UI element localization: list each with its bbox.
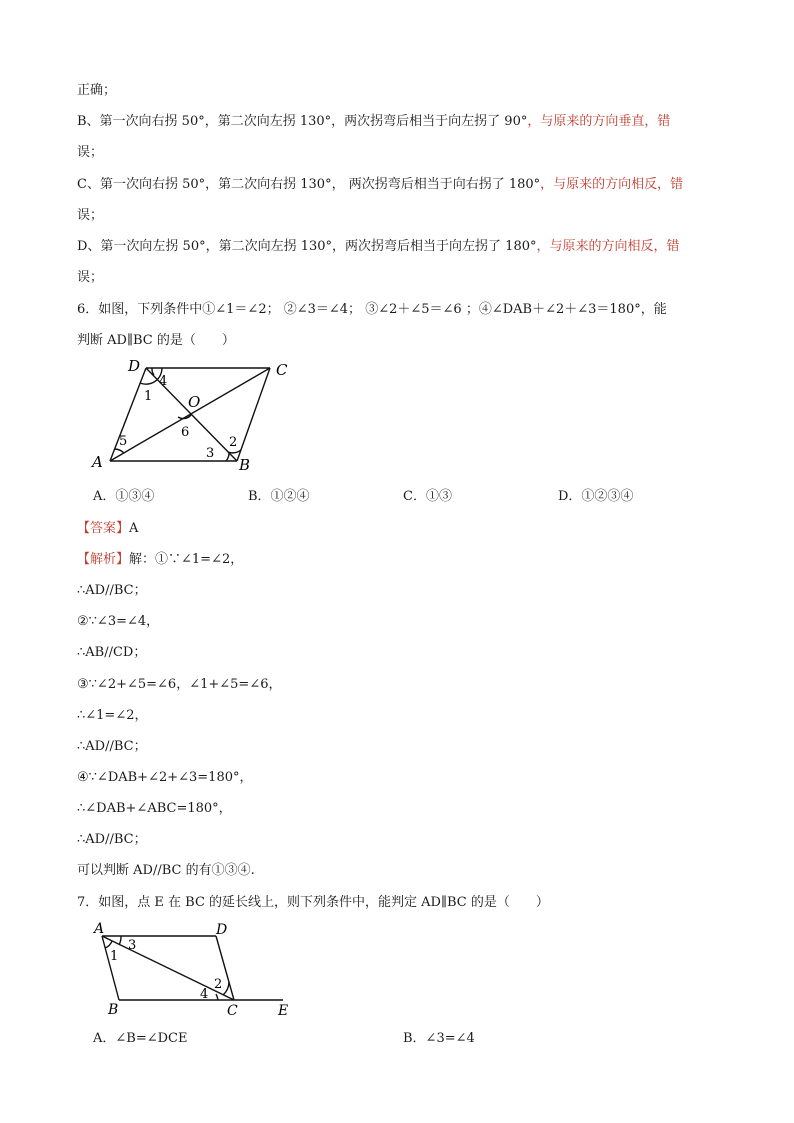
q5-option-d-text: D、第一次向左拐 50°，第二次向左拐 130°，两次拐弯后相当于向左拐了 180° bbox=[77, 239, 537, 254]
q6-side-ad bbox=[110, 368, 146, 461]
q6-angle-label-6: 6 bbox=[181, 425, 190, 440]
q7-angle-label-2: 2 bbox=[214, 977, 223, 992]
q6-analysis-step: ∴AD//BC； bbox=[77, 832, 147, 847]
q6-answer-value: A bbox=[129, 521, 139, 536]
q6-analysis-step: ∴AB//CD； bbox=[77, 645, 147, 660]
q7-side-ab bbox=[102, 936, 119, 1000]
q6-parallelogram-figure bbox=[88, 355, 308, 475]
q6-label-c: C bbox=[276, 361, 288, 379]
q6-stem-line2: 判断 AD∥BC 的是（ ） bbox=[77, 333, 235, 348]
q7-angle-arc-3 bbox=[119, 936, 121, 945]
q5-option-c-text: C、第一次向右拐 50°，第二次向右拐 130°， 两次拐弯后相当于向右拐了 180° bbox=[77, 177, 541, 192]
q5-option-b-verdict: ，与原来的方向垂直，错 bbox=[527, 114, 671, 129]
q7-stem: 7．如图，点 E 在 BC 的延长线上，则下列条件中，能判定 AD∥BC 的是（ ） bbox=[77, 895, 549, 910]
q7-angle-arc-4 bbox=[216, 994, 218, 1000]
q6-analysis-first: 解：①∵∠1=∠2， bbox=[129, 552, 244, 567]
q6-diagonal-ac bbox=[110, 368, 270, 461]
q6-label-d: D bbox=[128, 357, 141, 375]
q7-label-d: D bbox=[216, 922, 228, 938]
q7-angle-label-3: 3 bbox=[128, 938, 137, 953]
q6-label-o: O bbox=[188, 393, 201, 411]
q7-label-b: B bbox=[108, 1002, 119, 1018]
q7-label-e: E bbox=[278, 1003, 289, 1019]
q5-option-b-text: B、第一次向右拐 50°，第二次向左拐 130°，两次拐弯后相当于向左拐了 90° bbox=[77, 114, 528, 129]
q5-option-d-tail: 误； bbox=[77, 270, 104, 285]
q5-option-c bbox=[77, 176, 683, 194]
q6-option-a[interactable]: A．①③④ bbox=[93, 489, 155, 504]
q7-option-b[interactable]: B．∠3=∠4 bbox=[403, 1031, 475, 1046]
q6-angle-label-4: 4 bbox=[159, 374, 168, 389]
q6-stem-line1: 6．如图，下列条件中①∠1＝∠2； ②∠3＝∠4； ③∠2＋∠5＝∠6 ；④∠DAB＋∠2＋∠3＝180°，能 bbox=[77, 302, 667, 317]
q6-analysis-step: ∴∠DAB+∠ABC=180°， bbox=[77, 801, 232, 816]
q7-label-a: A bbox=[94, 921, 105, 937]
q6-analysis-step: ∴∠1=∠2， bbox=[77, 708, 148, 723]
q5-option-c-tail: 误； bbox=[77, 208, 104, 223]
q5-line-correct: 正确； bbox=[77, 83, 117, 98]
q6-analysis-conclusion: 可以判断 AD//BC 的有①③④. bbox=[77, 863, 255, 878]
q7-angle-arc-2 bbox=[223, 982, 229, 995]
q6-option-d[interactable]: D．①②③④ bbox=[558, 489, 634, 504]
q6-analysis-step: ③∵∠2+∠5=∠6，∠1+∠5=∠6， bbox=[77, 677, 282, 692]
q6-label-b: B bbox=[239, 456, 251, 474]
q6-analysis-step: ∴AD//BC； bbox=[77, 583, 147, 598]
q7-figure bbox=[88, 918, 300, 1022]
q6-analysis-step: ④∵∠DAB+∠2+∠3=180°， bbox=[77, 770, 253, 785]
q6-angle-label-2: 2 bbox=[229, 435, 238, 450]
q7-angle-arc-1 bbox=[105, 941, 112, 948]
q5-option-b bbox=[77, 113, 670, 131]
q6-answer bbox=[77, 520, 138, 538]
q5-option-b-tail: 误； bbox=[77, 145, 104, 160]
q6-angle-label-1: 1 bbox=[144, 389, 153, 404]
q6-angle-label-5: 5 bbox=[119, 434, 128, 449]
q6-option-c[interactable]: C．①③ bbox=[403, 489, 452, 504]
q5-option-d-verdict: ，与原来的方向相反，错 bbox=[536, 239, 680, 254]
q6-side-cb bbox=[237, 368, 270, 461]
q6-angle-arc-2 bbox=[228, 450, 241, 453]
q6-answer-tag: 【答案】 bbox=[77, 521, 130, 536]
q7-label-c: C bbox=[227, 1003, 238, 1019]
q5-option-d bbox=[77, 238, 680, 256]
q6-angle-label-3: 3 bbox=[206, 446, 215, 461]
q6-analysis bbox=[77, 551, 243, 569]
q6-analysis-step: ∴AD//BC； bbox=[77, 739, 147, 754]
q6-angle-arc-5 bbox=[115, 449, 124, 453]
q6-analysis-tag: 【解析】 bbox=[77, 552, 130, 567]
q5-option-c-verdict: ，与原来的方向相反，错 bbox=[540, 177, 684, 192]
q6-angle-arc-3 bbox=[226, 453, 229, 461]
q7-option-a[interactable]: A．∠B=∠DCE bbox=[93, 1031, 188, 1046]
q6-label-a: A bbox=[92, 453, 103, 471]
q6-analysis-step: ②∵∠3=∠4， bbox=[77, 614, 160, 629]
q6-option-b[interactable]: B．①②④ bbox=[248, 489, 310, 504]
q7-angle-label-4: 4 bbox=[200, 987, 209, 1002]
q7-angle-label-1: 1 bbox=[110, 949, 119, 964]
